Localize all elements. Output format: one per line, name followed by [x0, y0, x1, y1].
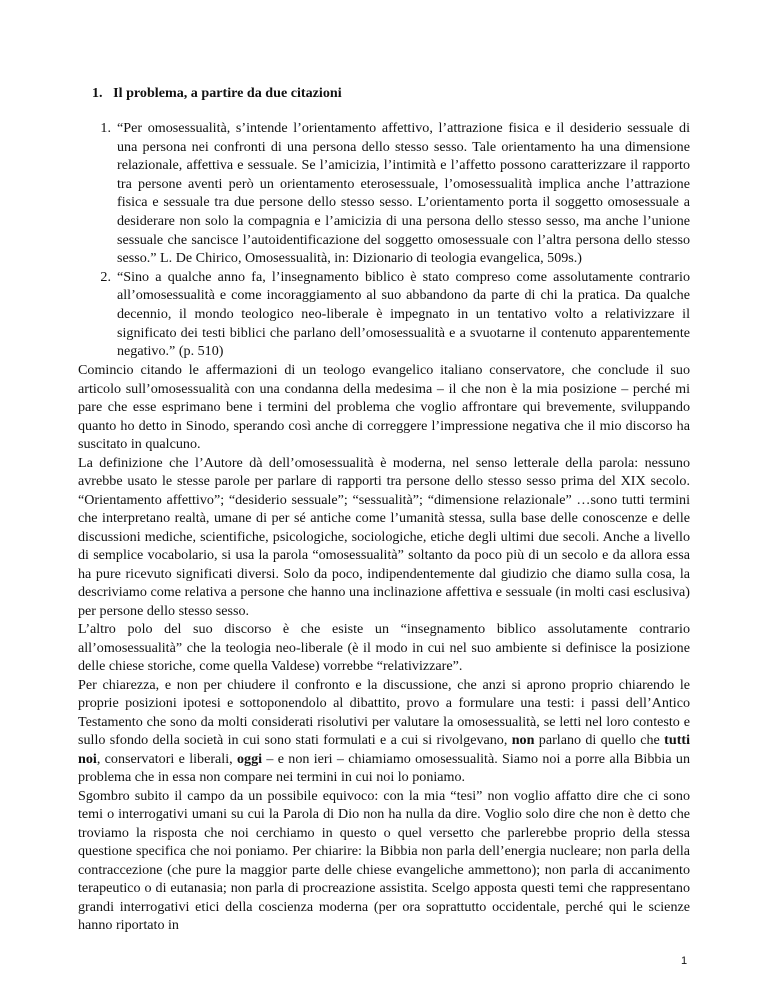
page-number: 1	[681, 955, 688, 967]
quote-item	[78, 268, 690, 361]
paragraph: La definizione che l’Autore dà dell’omosessualità è moderna, nel senso letterale della parola: nessuno avrebbe usato le stesse parole per parlare di rapporti tra persone dello stesso sesso prima del XIX secolo. “Orientamento affettivo”; “desiderio sessuale”; “sessualità”; “dimensione relazionale” …sono tutti termini che interpretano realtà, umane di per sé antiche come l’umanità stessa, sulla base delle conoscenze e delle discussioni mediche, scientifiche, psicologiche, sociologiche, etiche degli ultimi due secoli. Anche a livello di semplice vocabolario, si usa la parola “omosessualità” soltanto da poco più di un secolo e da allora essa ha pure ricevuto significati diversi. Solo da poco, indipendentemente dal giudizio che diamo sulla cosa, la descriviamo come relativa a persone che hanno una inclinazione affettiva e sessuale (in molti casi esclusiva) per persone dello stesso sesso.	[78, 454, 690, 619]
bold-text: oggi	[236, 750, 263, 767]
paragraph	[78, 676, 690, 787]
text-span: , conservatori e liberali,	[96, 750, 237, 767]
quote-item	[78, 119, 690, 268]
text-span: parlano di quello che	[534, 732, 665, 748]
quote-list	[78, 119, 690, 361]
body-text	[78, 361, 690, 935]
quote-text: “Sino a qualche anno fa, l’insegnamento biblico è stato compreso come assolutamente contrario all’omosessualità e come incoraggiamento al suo abbandono da parte di chi la pratica. Da qualche decennio, il mondo teologico neo-liberale è impegnato in un tentativo volto a relativizzare il significato dei testi biblici che parlano dell’omosessualità e a svuotarne il contenuto apparentemente negativo.” (p. 510)	[117, 268, 690, 360]
paragraph: L’altro polo del suo discorso è che esiste un “insegnamento biblico assolutamente contrario all’omosessualità” che la teologia neo-liberale (è il modo in cui nel suo ambiente si definisce la posizione delle chiese storiche, come quella Valdese) vorrebbe “relativizzare”.	[78, 621, 690, 674]
bold-text: non	[511, 732, 535, 748]
section-heading: 1. Il problema, a partire da due citazioni	[92, 85, 342, 101]
paragraph: Sgombro subito il campo da un possibile equivoco: con la mia “tesi” non voglio affatto dire che ci sono temi o interrogativi umani su cui la Parola di Dio non ha nulla da dire. Voglio solo dire che non è detto che troviamo la risposta che noi cerchiamo in questo o quel versetto che parlerebbe proprio della stessa questione specifica che noi poniamo. Per chiarire: la Bibbia non parla dell’energia nucleare; non parla della contraccezione (che pure la maggior parte delle chiese evangeliche ammettono); non parla di accanimento terapeutico o di eutanasia; non parla di procreazione assistita. Scelgo apposta questi temi che rappresentano grandi interrogativi etici della coscienza moderna (per ora soprattutto occidentale, perché qui le scienze hanno riportato in	[78, 787, 690, 933]
quote-text: “Per omosessualità, s’intende l’orientamento affettivo, l’attrazione fisica e il desiderio sessuale di una persona nei confronti di una persona dello stesso sesso. Tale orientamento ha una dimensione relazionale, affettiva e sessuale. Se l’amicizia, l’intimità e l’affetto possono caratterizzare il rapporto tra persone aventi però un orientamento eterosessuale, l’omosessualità implica anche l’attrazione fisica e sessuale tra due persone dello stesso sesso. L’orientamento porta il soggetto omosessuale a desiderare non solo la compagnia e l’amicizia di una persona dello stesso sesso, ma anche l’unione sessuale che sancisce l’autoidentificazione del soggetto omosessuale con l’altra persona dello stesso sesso.” L. De Chirico, Omosessualità, in: Dizionario di teologia evangelica, 509s.)	[117, 120, 690, 267]
text-span: Per chiarezza, e non per chiudere il confronto e la discussione, che anzi si aprono proprio chiarendo le proprie posizioni ipotesi e sottoponendolo al dibattito, provo a formulare una testi: i passi dell’Antico Testamento che sono da molti considerati risolutivi per valutare la omosessualità, se letti nel loro contesto e sullo sfondo della società in cui sono stati formulati e a cui si rivolgevano,	[78, 676, 690, 748]
paragraph: Comincio citando le affermazioni di un teologo evangelico italiano conservatore, che conclude il suo articolo sull’omosessualità con una condanna della medesima – il che non è la mia posizione – perché mi pare che esse esprimano bene i termini del problema che voglio affrontare qui brevemente, sviluppando quanto ho detto in Sinodo, sperando così anche di correggere l’impressione negativa che il mio discorso ha suscitato in qualcuno.	[78, 362, 690, 452]
bold-text: tutti noi	[78, 732, 690, 767]
text-span: – e non ieri – chiamiamo omosessualità. Siamo noi a porre alla Bibbia un problema che in essa non compare nei termini in cui noi lo poniamo.	[78, 750, 690, 785]
quote-number: 1.	[100, 120, 111, 136]
quote-number: 2.	[100, 268, 111, 285]
